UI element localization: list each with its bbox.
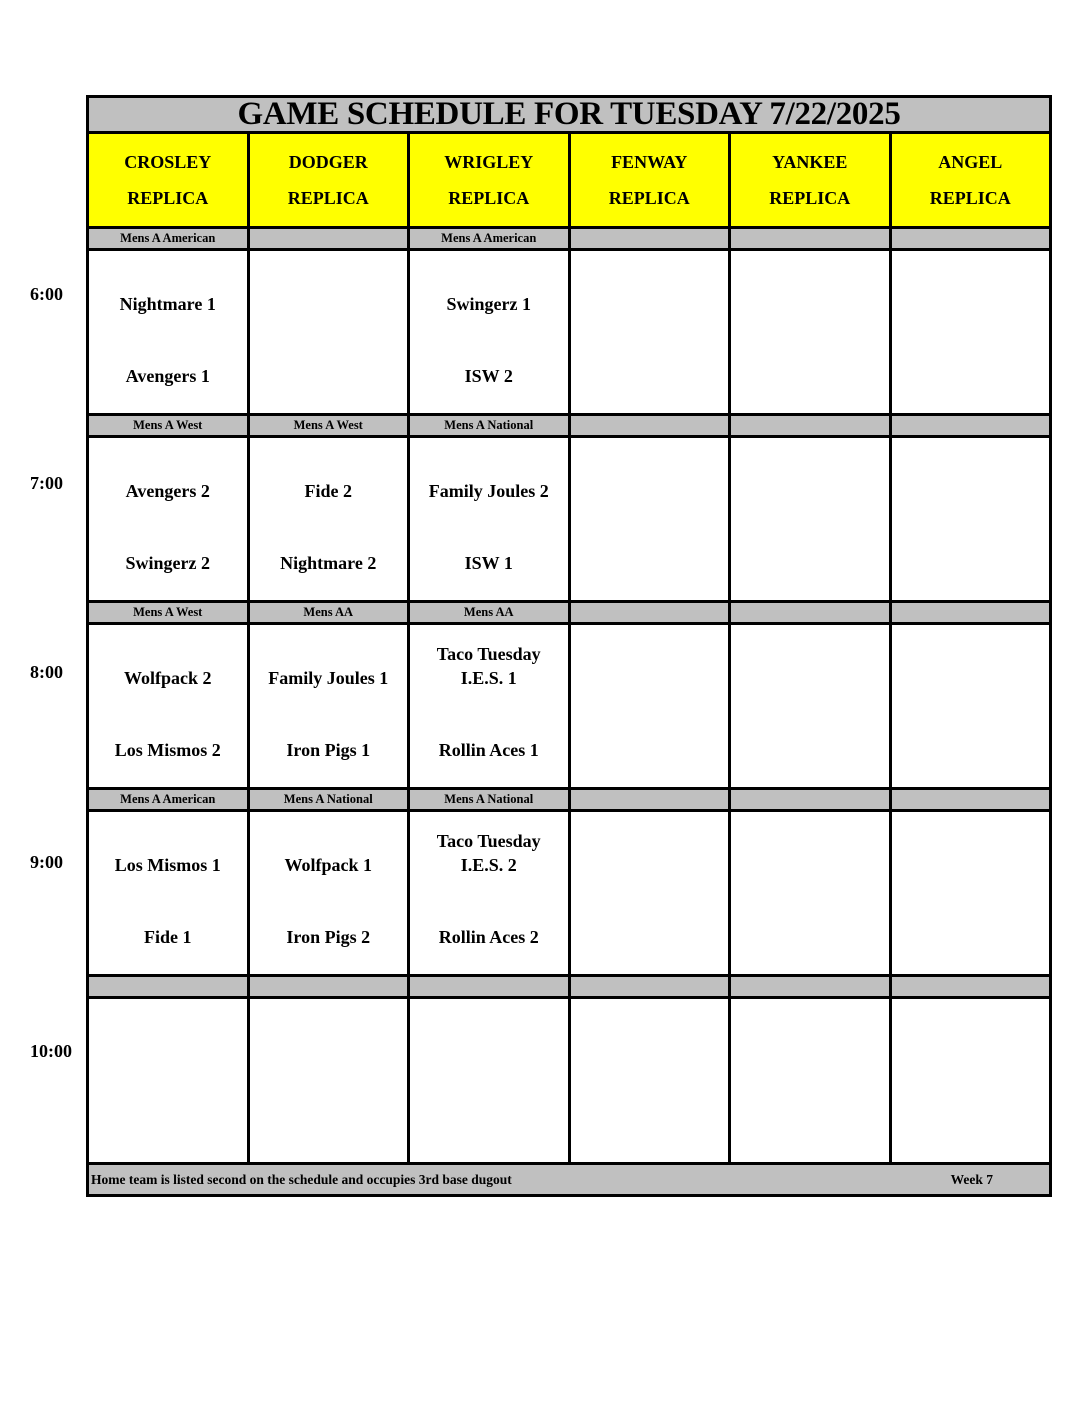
game-cell [571,625,732,787]
home-team: Avengers 1 [125,366,210,386]
field-subtitle: REPLICA [929,188,1011,208]
game-cell [89,438,250,600]
home-team: Rollin Aces 1 [438,740,539,760]
game-cell [410,251,571,413]
division-label [892,229,1050,248]
division-label [892,416,1050,435]
game-row [89,999,1049,1165]
game-cell [892,999,1050,1162]
game-cell [410,812,571,974]
game-cell [89,251,250,413]
game-cell [250,438,411,600]
away-team: Fide 2 [304,481,352,501]
week-label: Week 7 [950,1171,993,1187]
game-cell [410,999,571,1162]
field-name: CROSLEY [124,152,212,172]
field-name: FENWAY [611,152,688,172]
division-label [410,977,571,996]
field-name: ANGEL [938,152,1003,172]
game-cell [731,812,892,974]
field-header [571,134,732,226]
game-cell [89,999,250,1162]
home-team: ISW 2 [464,366,513,386]
field-header-row [89,134,1049,229]
away-team: Taco Tuesday I.E.S. 1 [436,644,541,688]
game-cell [89,812,250,974]
division-label [571,977,732,996]
game-cell [571,438,732,600]
home-team: Los Mismos 2 [114,740,221,760]
division-label [731,416,892,435]
field-subtitle: REPLICA [448,188,530,208]
home-team: Swingerz 2 [125,553,210,573]
away-team: Wolfpack 2 [123,668,212,688]
schedule-table [86,95,1052,1197]
game-cell [410,625,571,787]
time-label: 7:00 [30,473,63,493]
division-label [892,603,1050,622]
game-row [89,438,1049,603]
field-header [410,134,571,226]
field-header [892,134,1050,226]
away-team: Taco Tuesday I.E.S. 2 [436,831,541,875]
home-team: Fide 1 [144,927,192,947]
game-cell [571,812,732,974]
division-label [571,790,732,809]
game-cell [731,625,892,787]
game-cell [250,812,411,974]
schedule-footer [89,1165,1049,1194]
division-row [89,229,1049,251]
field-name: DODGER [288,152,368,172]
division-row [89,416,1049,438]
division-label: Mens A National [250,790,411,809]
home-team: ISW 1 [464,553,513,573]
division-label [892,790,1050,809]
division-label: Mens A West [89,603,250,622]
division-label [731,790,892,809]
division-label: Mens A American [89,790,250,809]
field-header [731,134,892,226]
division-label: Mens A National [410,790,571,809]
time-label: 8:00 [30,662,63,682]
game-cell [89,625,250,787]
home-team: Nightmare 2 [280,553,377,573]
division-label [892,977,1050,996]
away-team: Nightmare 1 [119,294,216,314]
game-cell [250,625,411,787]
time-label: 6:00 [30,284,63,304]
division-label [571,416,732,435]
game-cell [731,999,892,1162]
game-row [89,251,1049,416]
away-team: Los Mismos 1 [114,855,221,875]
time-slots [89,229,1049,1165]
division-label: Mens AA [250,603,411,622]
game-cell [250,999,411,1162]
game-cell [571,999,732,1162]
division-label [250,977,411,996]
time-label: 9:00 [30,852,63,872]
field-name: YANKEE [772,152,848,172]
division-label [731,977,892,996]
field-subtitle: REPLICA [769,188,851,208]
game-row [89,812,1049,977]
game-cell [892,251,1050,413]
home-team: Iron Pigs 1 [286,740,371,760]
field-subtitle: REPLICA [608,188,690,208]
division-row [89,603,1049,625]
game-cell [731,438,892,600]
division-label [731,603,892,622]
field-header [89,134,250,226]
division-row [89,977,1049,999]
division-label [250,229,411,248]
field-name: WRIGLEY [444,152,534,172]
schedule-title: GAME SCHEDULE FOR TUESDAY 7/22/2025 [89,98,1049,134]
division-label: Mens A West [89,416,250,435]
time-label: 10:00 [30,1041,72,1061]
division-label [731,229,892,248]
home-team: Rollin Aces 2 [438,927,539,947]
footer-note: Home team is listed second on the schedule and occupies 3rd base dugout [91,1171,512,1187]
division-label [571,229,732,248]
game-cell [892,438,1050,600]
division-label: Mens A West [250,416,411,435]
home-team: Iron Pigs 2 [286,927,371,947]
away-team: Family Joules 2 [428,481,549,501]
away-team: Family Joules 1 [268,668,389,688]
division-label [571,603,732,622]
game-cell [892,812,1050,974]
game-row [89,625,1049,790]
away-team: Wolfpack 1 [284,855,372,875]
game-cell [571,251,732,413]
field-subtitle: REPLICA [127,188,209,208]
field-header [250,134,411,226]
division-label: Mens AA [410,603,571,622]
game-cell [410,438,571,600]
division-label: Mens A American [410,229,571,248]
away-team: Swingerz 1 [446,294,531,314]
game-cell [250,251,411,413]
away-team: Avengers 2 [125,481,210,501]
division-label: Mens A National [410,416,571,435]
division-label [89,977,250,996]
game-cell [892,625,1050,787]
game-cell [731,251,892,413]
division-label: Mens A American [89,229,250,248]
field-subtitle: REPLICA [287,188,369,208]
division-row [89,790,1049,812]
